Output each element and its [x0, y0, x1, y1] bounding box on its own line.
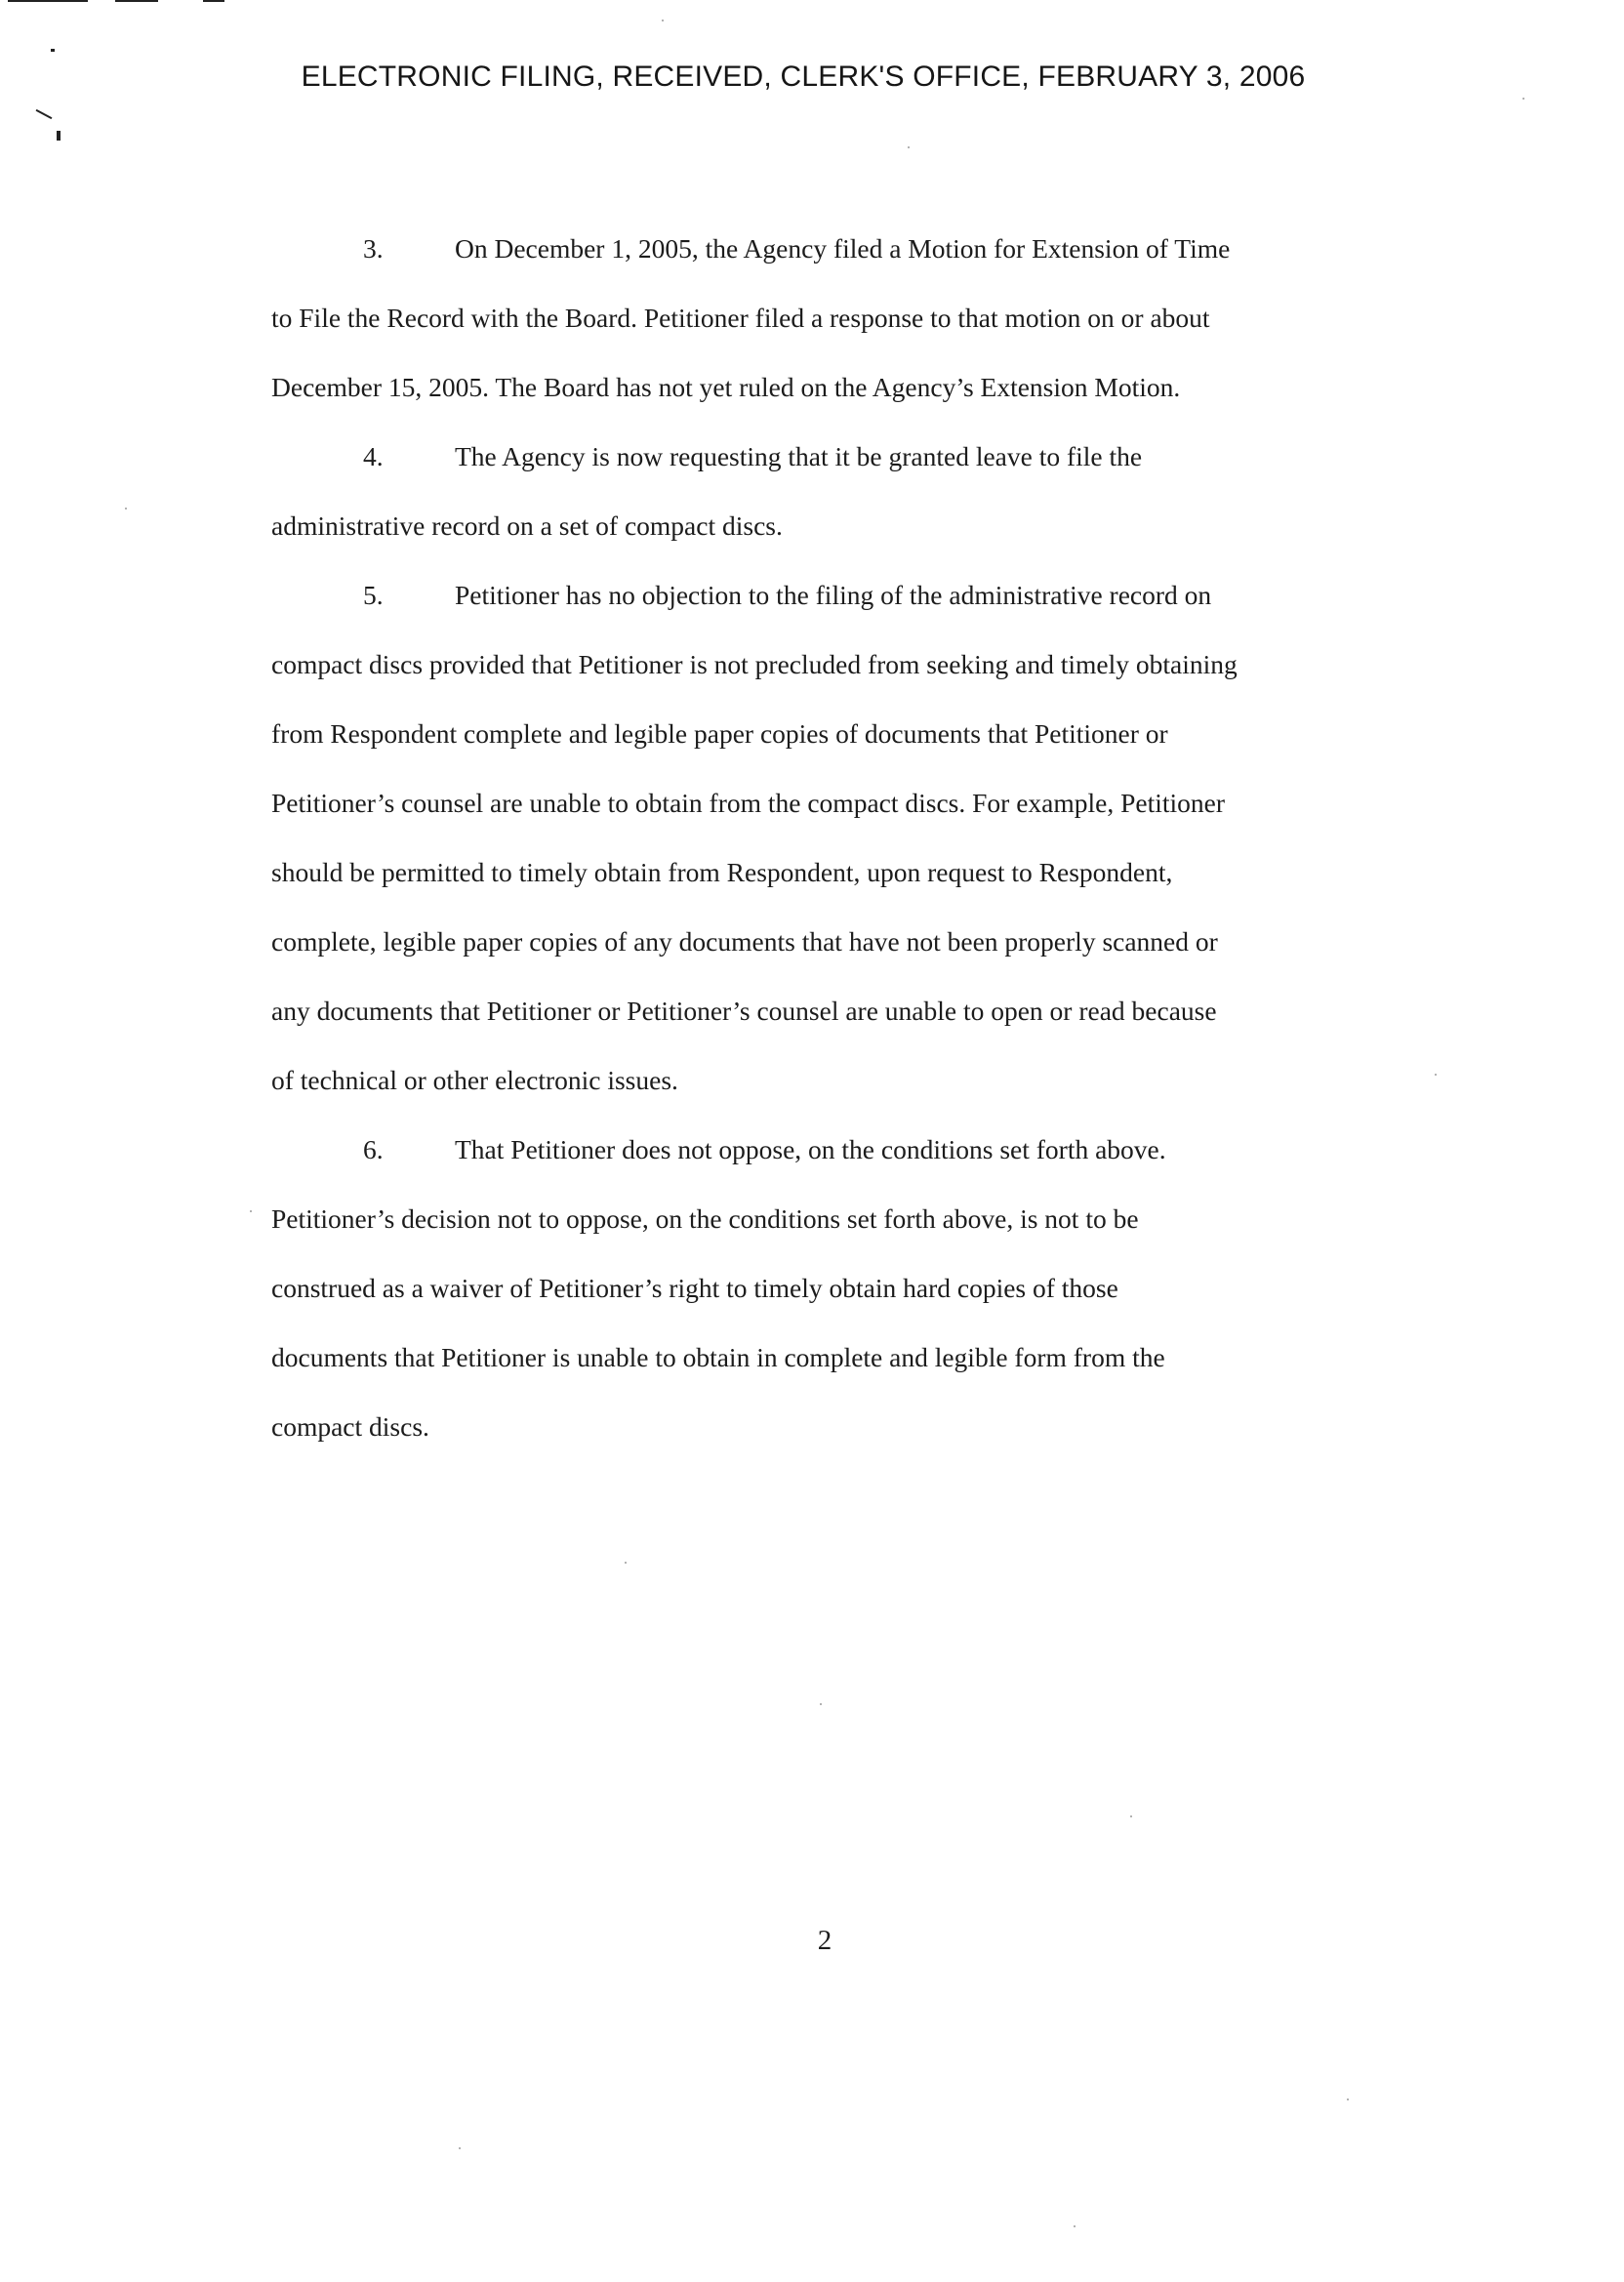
paragraph-line [271, 1127, 1394, 1197]
scan-speck [1347, 2099, 1349, 2100]
filing-stamp-header [0, 61, 1624, 94]
paragraph-line: should be permitted to timely obtain from Respondent, upon request to Respondent, [271, 857, 1173, 887]
paragraph-line: Petitioner’s decision not to oppose, on the conditions set forth above, is not to be [271, 1203, 1139, 1234]
paragraph-line [271, 573, 1394, 642]
paragraph-line [271, 434, 1394, 504]
scan-speck [662, 20, 664, 21]
scan-speck [625, 1562, 627, 1564]
paragraph-number: 6. [363, 1134, 384, 1164]
scan-speck [459, 2147, 461, 2149]
paragraph-line [271, 226, 1394, 296]
scan-mark [57, 131, 61, 141]
paragraph-line: compact discs. [271, 1411, 429, 1442]
scan-speck [908, 146, 910, 148]
paragraph-number: 3. [363, 233, 384, 264]
scan-mark [51, 49, 55, 52]
scan-speck [1130, 1815, 1132, 1817]
paragraph-line: of technical or other electronic issues. [271, 1065, 678, 1095]
paragraph-6 [271, 1127, 1394, 1474]
paragraph-line: administrative record on a set of compact discs. [271, 510, 783, 541]
scan-speck [250, 1210, 252, 1212]
line-text: That Petitioner does not oppose, on the conditions set forth above. [455, 1134, 1166, 1164]
scan-mark [115, 0, 158, 2]
page-number-text: 2 [817, 1925, 832, 1956]
paragraph-4 [271, 434, 1394, 573]
line-text: The Agency is now requesting that it be granted leave to file the [455, 441, 1143, 471]
scan-speck [1435, 1074, 1437, 1076]
scan-speck [1074, 2225, 1076, 2227]
scan-speck [1522, 98, 1524, 100]
paragraph-line: complete, legible paper copies of any documents that have not been properly scanned or [271, 926, 1218, 957]
paragraph-line: December 15, 2005. The Board has not yet ruled on the Agency’s Extension Motion. [271, 372, 1181, 402]
paragraph-number: 4. [363, 441, 384, 471]
paragraph-3 [271, 226, 1394, 434]
scan-speck [820, 1703, 822, 1705]
line-text: Petitioner has no objection to the filing of the administrative record on [455, 580, 1212, 610]
paragraph-line: to File the Record with the Board. Petitioner filed a response to that motion on or about [271, 303, 1210, 333]
scan-mark [203, 0, 224, 2]
scan-mark [8, 0, 88, 2]
line-text: On December 1, 2005, the Agency filed a Motion for Extension of Time [455, 233, 1231, 264]
filing-stamp-text: ELECTRONIC FILING, RECEIVED, CLERK'S OFFICE, FEBRUARY 3, 2006 [301, 61, 1306, 93]
scan-mark [36, 109, 53, 119]
paragraph-line: any documents that Petitioner or Petitioner’s counsel are unable to open or read because [271, 996, 1217, 1026]
page-number [0, 1925, 1624, 1957]
paragraph-line: from Respondent complete and legible paper copies of documents that Petitioner or [271, 718, 1168, 749]
paragraph-line: construed as a waiver of Petitioner’s right to timely obtain hard copies of those [271, 1273, 1118, 1303]
scan-speck [125, 508, 127, 509]
document-body [271, 226, 1394, 1474]
paragraph-line: compact discs provided that Petitioner is not precluded from seeking and timely obtaining [271, 649, 1238, 679]
paragraph-line: documents that Petitioner is unable to obtain in complete and legible form from the [271, 1342, 1165, 1372]
paragraph-line: Petitioner’s counsel are unable to obtain from the compact discs. For example, Petitioner [271, 788, 1226, 818]
paragraph-number: 5. [363, 580, 384, 610]
paragraph-5 [271, 573, 1394, 1127]
